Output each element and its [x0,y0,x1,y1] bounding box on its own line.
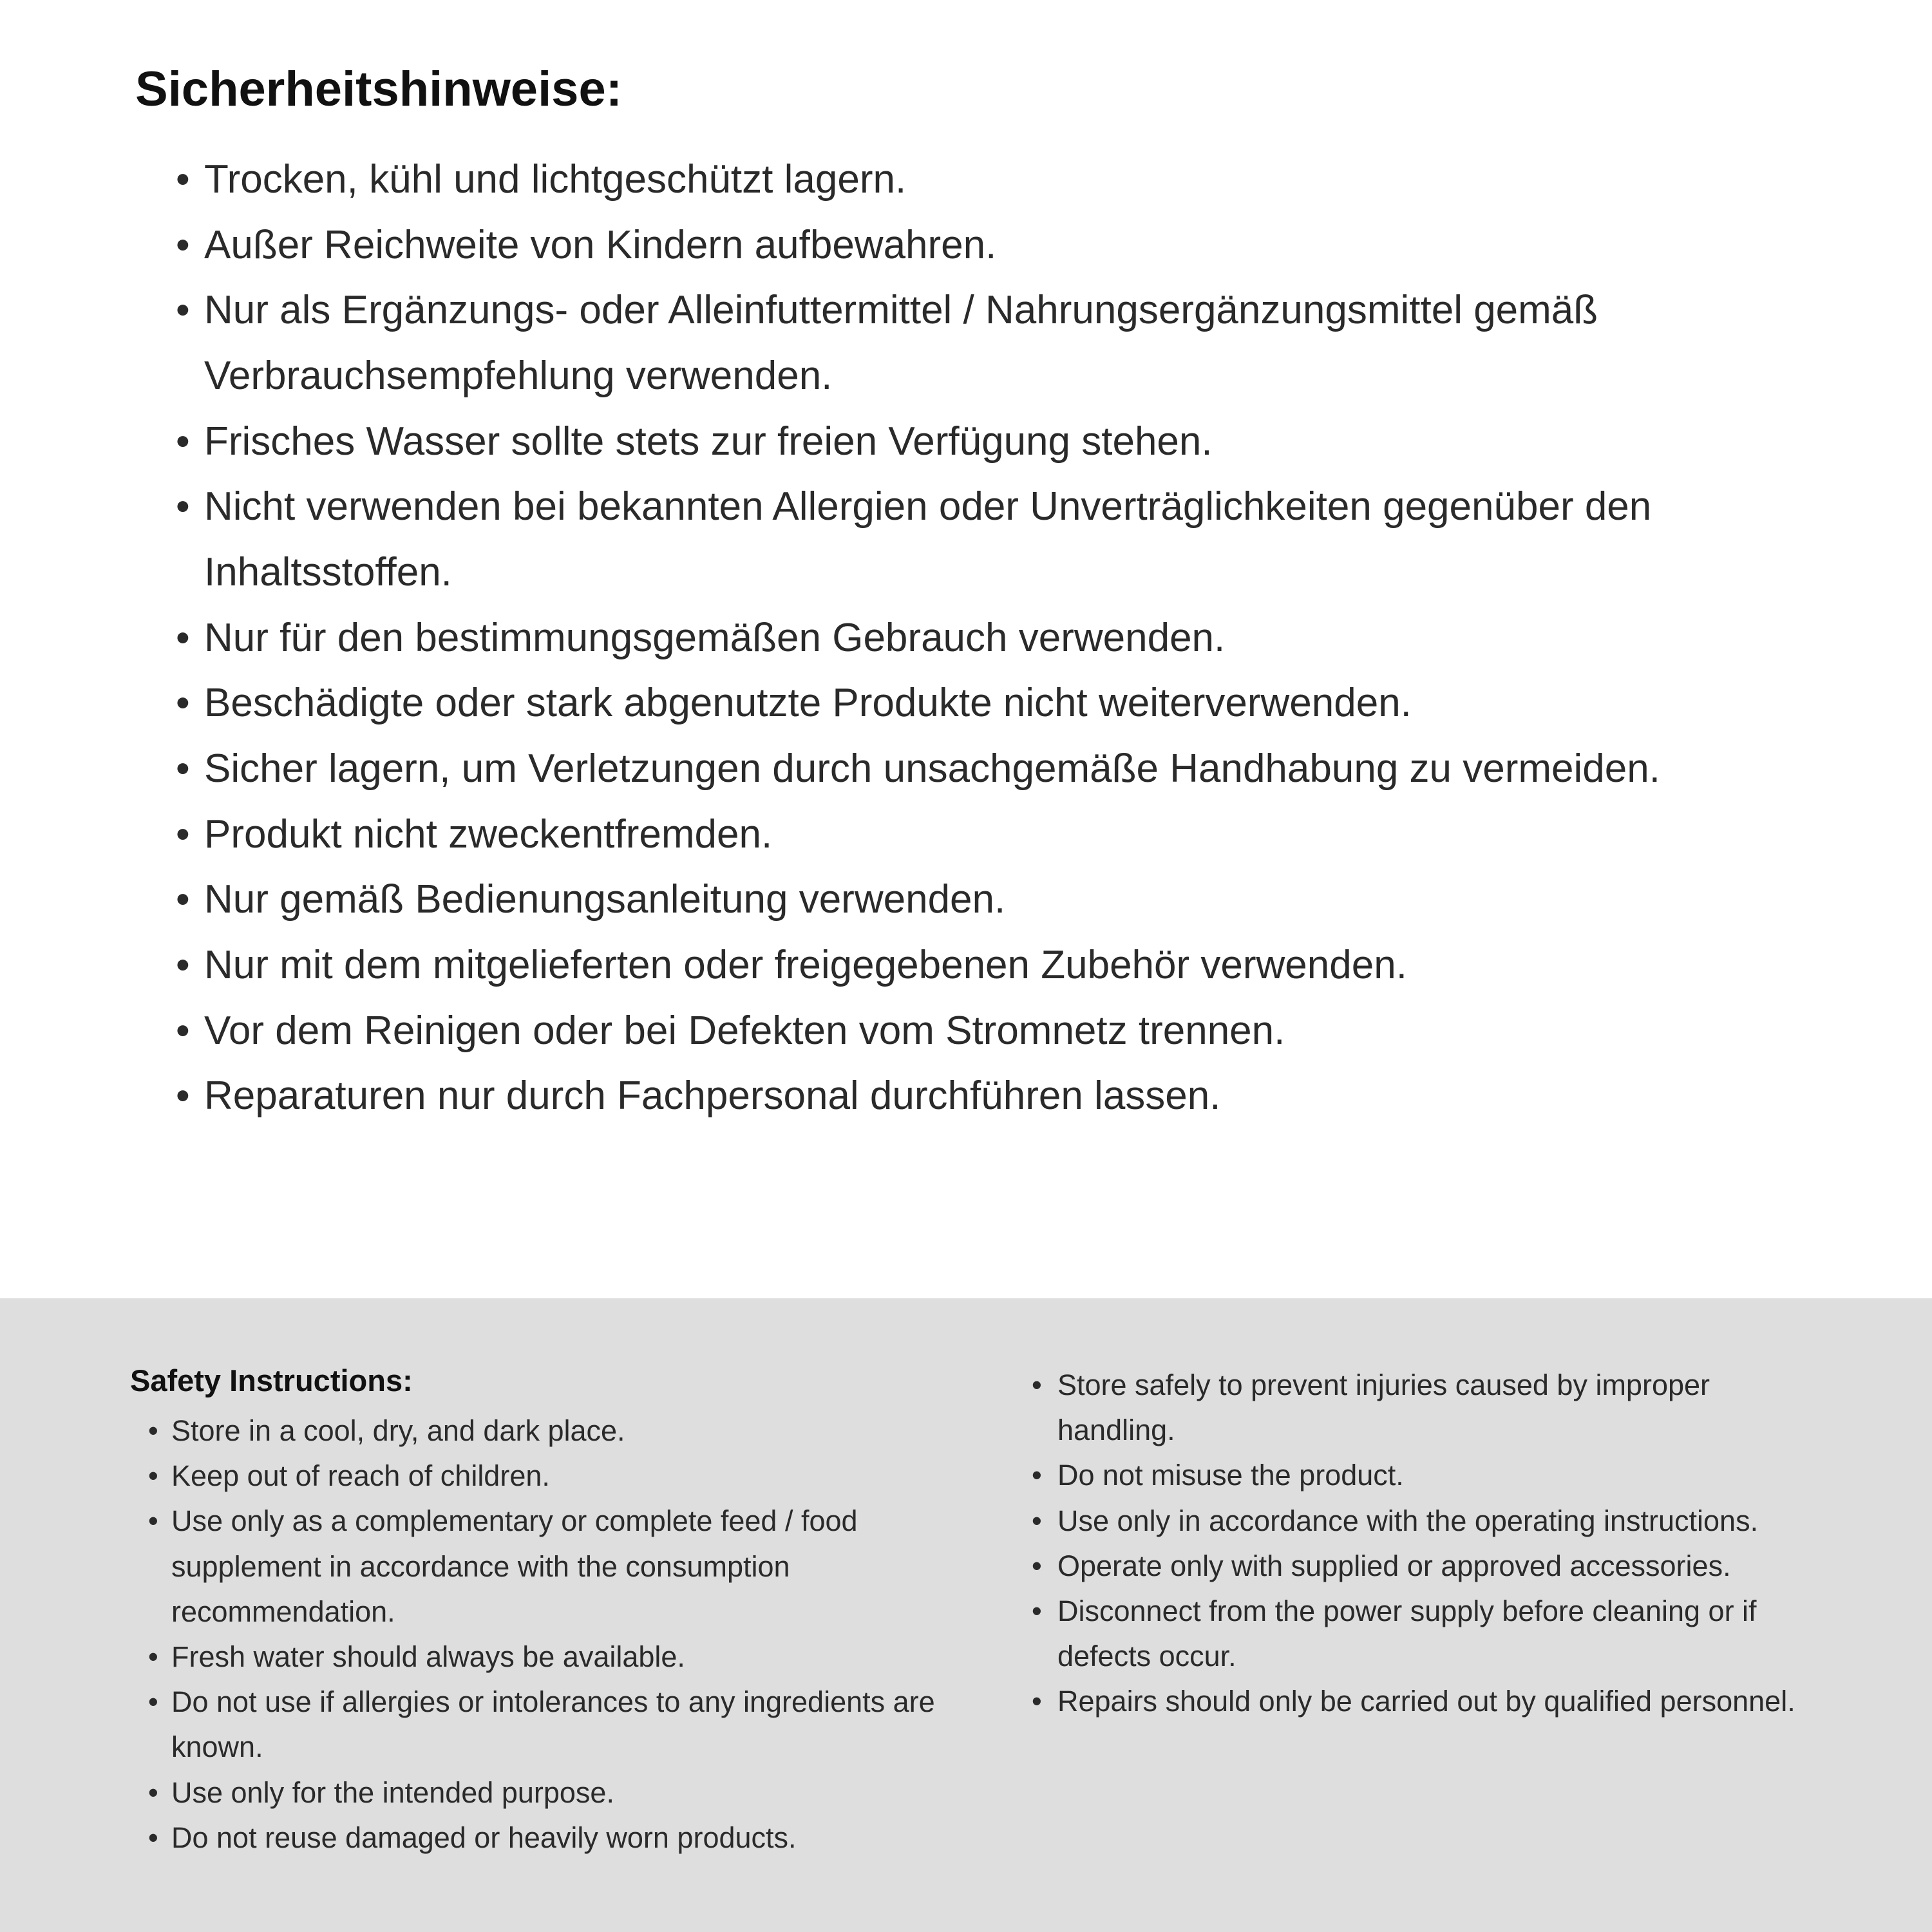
english-safety-item: • Disconnect from the power supply before cleaning or if defects occur. [1032,1589,1816,1679]
english-safety-item: • Store safely to prevent injuries caused by improper handling. [1032,1363,1816,1453]
german-safety-item: • Beschädigte oder stark abgenutzte Produkte nicht weiterverwenden. [176,670,1786,736]
german-safety-item: • Frisches Wasser sollte stets zur freien Verfügung stehen. [176,409,1786,475]
german-safety-item: • Nur als Ergänzungs- oder Alleinfuttermittel / Nahrungsergänzungsmittel gemäß Verbrauchsempfehlung verwenden. [176,278,1786,408]
english-section-title: Safety Instructions: [130,1363,413,1397]
german-safety-item: • Vor dem Reinigen oder bei Defekten vom Stromnetz trennen. [176,998,1786,1064]
german-safety-item: • Sicher lagern, um Verletzungen durch unsachgemäße Handhabung zu vermeiden. [176,736,1786,802]
english-safety-item: • Fresh water should always be available. [130,1634,1006,1680]
english-right-column [1032,1363,1816,1932]
german-safety-item: • Produkt nicht zweckentfremden. [176,802,1786,867]
english-safety-item: • Operate only with supplied or approved accessories. [1032,1544,1816,1589]
english-safety-item: • Use only in accordance with the operating instructions. [1032,1499,1816,1544]
german-safety-item: • Außer Reichweite von Kindern aufbewahren. [176,213,1786,278]
english-safety-list-right [1032,1363,1816,1725]
english-safety-item: • Do not reuse damaged or heavily worn products. [130,1815,1006,1861]
english-safety-item: • Use only as a complementary or complete feed / food supplement in accordance with the consumption recommendation. [130,1499,1006,1634]
english-left-column [130,1363,1006,1932]
english-safety-list-left [130,1408,1006,1861]
german-section-title: Sicherheitshinweise: [135,62,623,117]
german-safety-item: • Nur mit dem mitgelieferten oder freigegebenen Zubehör verwenden. [176,933,1786,998]
english-safety-item: • Use only for the intended purpose. [130,1770,1006,1815]
german-safety-item: • Reparaturen nur durch Fachpersonal durchführen lassen. [176,1063,1786,1129]
english-safety-section [0,1298,1932,1932]
german-safety-list [176,147,1786,1129]
english-safety-item: • Keep out of reach of children. [130,1454,1006,1499]
english-safety-item: • Do not misuse the product. [1032,1453,1816,1498]
german-safety-item: • Nur für den bestimmungsgemäßen Gebrauch verwenden. [176,605,1786,671]
german-safety-item: • Trocken, kühl und lichtgeschützt lagern. [176,147,1786,213]
english-safety-item: • Store in a cool, dry, and dark place. [130,1408,1006,1454]
german-safety-item: • Nicht verwenden bei bekannten Allergien oder Unverträglichkeiten gegenüber den Inhaltsstoffen. [176,474,1786,605]
english-safety-item: • Repairs should only be carried out by qualified personnel. [1032,1679,1816,1724]
english-safety-item: • Do not use if allergies or intolerances to any ingredients are known. [130,1680,1006,1770]
german-safety-item: • Nur gemäß Bedienungsanleitung verwenden. [176,867,1786,933]
